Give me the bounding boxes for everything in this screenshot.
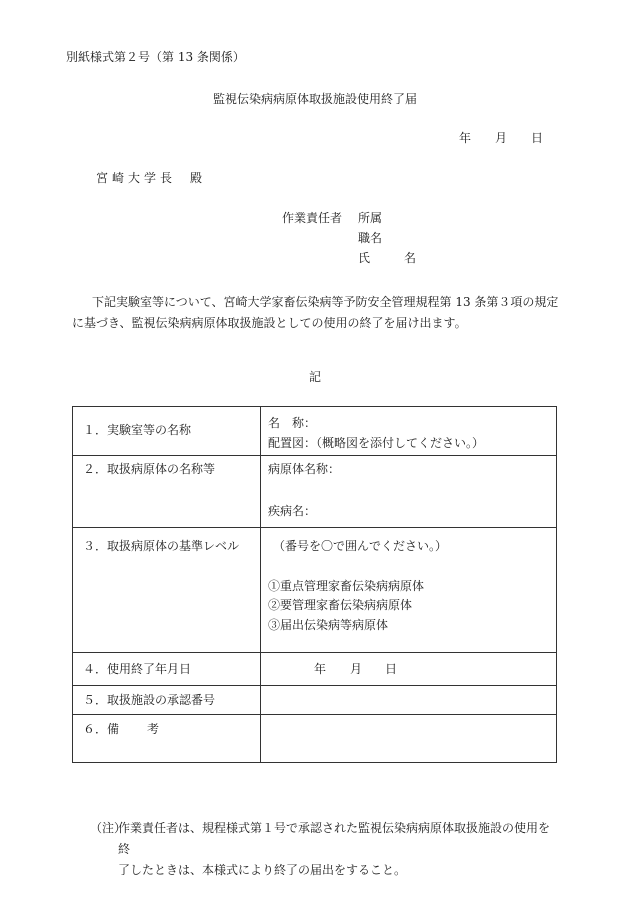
disease-name-label: 疾病名： — [268, 504, 317, 518]
end-date-value-cell[interactable] — [261, 653, 557, 686]
remarks-label-cell — [73, 715, 261, 763]
pathogen-label-cell — [73, 456, 261, 528]
approval-value-cell[interactable] — [261, 686, 557, 715]
addressee — [96, 172, 202, 184]
responsible-name — [358, 252, 416, 264]
end-date-year: 年 — [314, 662, 327, 676]
responsible-affiliation: 所属 — [358, 211, 383, 225]
date-year: 年 — [459, 131, 472, 145]
remarks-value-cell[interactable] — [261, 715, 557, 763]
pathogen-label: ２．取扱病原体の名称等 — [83, 462, 216, 476]
ki-heading: 記 — [308, 370, 321, 384]
level-option[interactable]: ③届出伝染病等病原体 — [268, 618, 389, 632]
approval-label: ５．取扱施設の承認番号 — [83, 693, 216, 707]
lab-label: １．実験室等の名称 — [83, 423, 192, 437]
table-row — [73, 528, 557, 653]
lab-layout-label: 配置図：（概略図を添付してください。） — [268, 436, 485, 450]
date-month: 月 — [495, 131, 508, 145]
approval-label-cell — [73, 686, 261, 715]
footnote-line-1: 作業責任者は、規程様式第１号で承認された監視伝染病病原体取扱施設の使用を終 — [118, 821, 551, 856]
table-row — [73, 686, 557, 715]
end-date-day: 日 — [385, 662, 398, 676]
level-label: ３．取扱病原体の基準レベル — [83, 539, 240, 553]
footnote-prefix: （注） — [90, 821, 127, 835]
name-label-b: 名 — [404, 251, 417, 265]
pathogen-value-cell[interactable] — [261, 456, 557, 528]
end-date-label-cell — [73, 653, 261, 686]
remarks-label-b: 考 — [147, 722, 160, 736]
form-id: 別紙様式第２号（第 13 条関係） — [66, 50, 245, 64]
footnote — [90, 818, 560, 881]
addressee-honorific: 殿 — [190, 171, 203, 185]
lab-label-cell — [73, 407, 261, 456]
responsible-position: 職名 — [358, 231, 383, 245]
end-date-label: ４．使用終了年月日 — [83, 662, 192, 676]
lab-name-label: 名 称： — [268, 416, 317, 430]
items-table — [72, 406, 557, 763]
addressee-name: 宮崎大学長 — [96, 171, 177, 185]
name-label-a: 氏 — [358, 251, 371, 265]
end-date-month: 月 — [350, 662, 363, 676]
table-row — [73, 456, 557, 528]
body-paragraph: 下記実験室等について、宮崎大学家畜伝染病等予防安全管理規程第 13 条第３項の規定に基づき、監視伝染病病原体取扱施設としての使用の終了を届け出ます。 — [72, 295, 559, 330]
level-option[interactable]: ②要管理家畜伝染病病原体 — [268, 598, 413, 612]
level-label-cell — [73, 528, 261, 653]
lab-value-cell[interactable] — [261, 407, 557, 456]
level-value-cell[interactable] — [261, 528, 557, 653]
document-title: 監視伝染病病原体取扱施設使用終了届 — [212, 92, 417, 106]
remarks-label-a: ６．備 — [83, 722, 120, 736]
footnote-line-2: 了したときは、本様式により終了の届出をすること。 — [118, 863, 407, 877]
responsible-label: 作業責任者 — [282, 211, 343, 225]
level-option[interactable]: ①重点管理家畜伝染病病原体 — [268, 579, 425, 593]
table-row — [73, 653, 557, 686]
date-day: 日 — [531, 131, 544, 145]
table-row — [73, 407, 557, 456]
submission-date — [459, 132, 543, 144]
level-instruction: （番号を〇で囲んでください。） — [273, 539, 448, 553]
pathogen-name-label: 病原体名称： — [268, 462, 341, 476]
table-row — [73, 715, 557, 763]
